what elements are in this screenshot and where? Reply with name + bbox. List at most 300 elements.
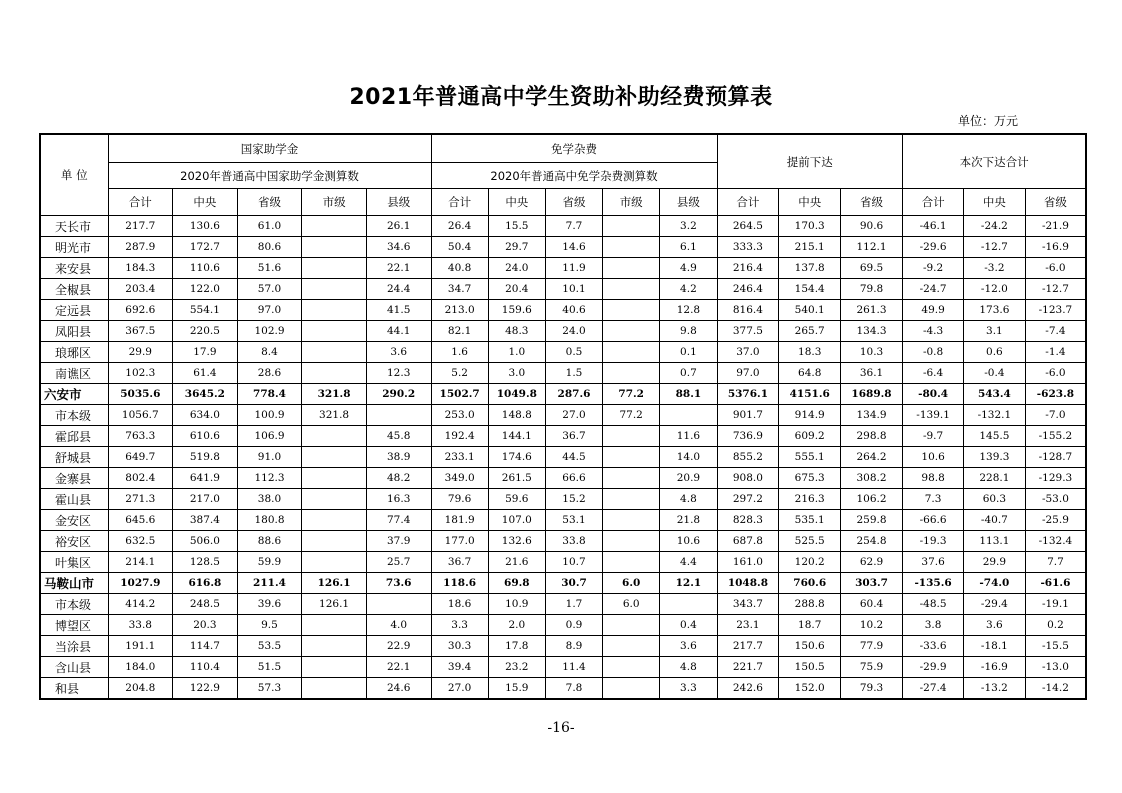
table-cell: 170.3 [779,216,841,237]
table-cell: 649.7 [108,447,173,468]
table-cell: 221.7 [717,657,779,678]
table-cell: 69.5 [841,258,903,279]
table-cell: -40.7 [964,510,1025,531]
table-cell: 107.0 [488,510,545,531]
table-cell: 79.3 [841,678,903,700]
table-cell: 191.1 [108,636,173,657]
table-cell [302,531,367,552]
table-cell: 102.3 [108,363,173,384]
table-cell: 118.6 [431,573,488,594]
table-cell: 106.9 [237,426,302,447]
column-header: 合计 [717,189,779,216]
table-cell [302,489,367,510]
table-cell: -12.7 [1025,279,1086,300]
table-cell: 216.4 [717,258,779,279]
table-cell [603,615,660,636]
table-cell: 828.3 [717,510,779,531]
table-cell: 4.0 [366,615,431,636]
table-cell: 40.6 [545,300,602,321]
table-cell: -155.2 [1025,426,1086,447]
table-cell: 4.9 [660,258,717,279]
table-cell: 152.0 [779,678,841,700]
table-cell: 10.3 [841,342,903,363]
table-cell [603,279,660,300]
table-cell: 9.8 [660,321,717,342]
table-cell: 134.9 [841,405,903,426]
table-row [40,615,1086,636]
table-cell: 641.9 [173,468,238,489]
table-cell: 5376.1 [717,384,779,405]
region-name: 明光市 [40,237,108,258]
header-fee-exemption: 免学杂费 [431,134,717,163]
column-header: 合计 [108,189,173,216]
table-cell: 367.5 [108,321,173,342]
table-cell: -33.6 [902,636,963,657]
table-cell: 110.4 [173,657,238,678]
table-cell [302,447,367,468]
table-cell: -139.1 [902,405,963,426]
unit-label: 单位：万元 [958,114,1019,128]
header-unit: 单 位 [40,134,108,216]
table-cell: 59.6 [488,489,545,510]
table-cell: 2.0 [488,615,545,636]
table-cell: 213.0 [431,300,488,321]
table-cell: -3.2 [964,258,1025,279]
table-cell: 3.6 [366,342,431,363]
table-cell: 0.2 [1025,615,1086,636]
table-cell: 687.8 [717,531,779,552]
table-cell: -9.7 [902,426,963,447]
table-cell: 901.7 [717,405,779,426]
table-cell [302,342,367,363]
table-cell: 217.7 [717,636,779,657]
table-cell [603,678,660,700]
table-cell: 254.8 [841,531,903,552]
table-cell: 57.0 [237,279,302,300]
table-cell [366,405,431,426]
table-cell: 287.9 [108,237,173,258]
table-cell: 113.1 [964,531,1025,552]
column-header: 中央 [173,189,238,216]
region-name: 六安市 [40,384,108,405]
table-cell: 44.1 [366,321,431,342]
column-header: 市级 [603,189,660,216]
table-cell: 150.6 [779,636,841,657]
table-cell: 28.6 [237,363,302,384]
table-cell: 180.8 [237,510,302,531]
table-cell: 259.8 [841,510,903,531]
column-header: 合计 [431,189,488,216]
table-cell: 616.8 [173,573,238,594]
table-cell: 61.4 [173,363,238,384]
table-cell: 27.0 [431,678,488,700]
table-cell: 290.2 [366,384,431,405]
table-cell [302,678,367,700]
table-cell: 36.1 [841,363,903,384]
table-cell: -15.5 [1025,636,1086,657]
region-name: 全椒县 [40,279,108,300]
table-cell: 79.6 [431,489,488,510]
table-row [40,657,1086,678]
table-cell: -21.9 [1025,216,1086,237]
table-cell: 120.2 [779,552,841,573]
table-cell: -623.8 [1025,384,1086,405]
table-cell: 73.6 [366,573,431,594]
table-cell [603,657,660,678]
table-cell: 22.1 [366,258,431,279]
table-cell: 1049.8 [488,384,545,405]
table-cell: 5.2 [431,363,488,384]
column-header: 省级 [1025,189,1086,216]
table-cell: 216.3 [779,489,841,510]
table-cell [302,363,367,384]
table-cell: 60.4 [841,594,903,615]
table-cell [603,489,660,510]
table-row [40,552,1086,573]
table-cell: 303.7 [841,573,903,594]
table-cell: 144.1 [488,426,545,447]
table-cell: 3.6 [964,615,1025,636]
table-cell: -4.3 [902,321,963,342]
table-cell: 506.0 [173,531,238,552]
region-name: 博望区 [40,615,108,636]
table-cell [302,321,367,342]
table-cell: 128.5 [173,552,238,573]
table-cell: 3.8 [902,615,963,636]
table-cell: 4.8 [660,489,717,510]
table-cell [302,300,367,321]
table-cell: -14.2 [1025,678,1086,700]
table-cell: -0.8 [902,342,963,363]
table-cell: 110.6 [173,258,238,279]
table-cell: -18.1 [964,636,1025,657]
table-cell: 139.3 [964,447,1025,468]
table-cell: 59.9 [237,552,302,573]
table-cell: -129.3 [1025,468,1086,489]
table-cell: -9.2 [902,258,963,279]
table-cell [366,594,431,615]
table-row [40,321,1086,342]
table-cell: 29.9 [108,342,173,363]
table-cell: 22.9 [366,636,431,657]
table-cell: -0.4 [964,363,1025,384]
table-cell: 297.2 [717,489,779,510]
table-cell: -123.7 [1025,300,1086,321]
table-cell [302,615,367,636]
table-cell: -7.4 [1025,321,1086,342]
table-cell [603,342,660,363]
table-cell: 333.3 [717,237,779,258]
table-cell: 555.1 [779,447,841,468]
table-cell: 1502.7 [431,384,488,405]
table-cell: 24.0 [545,321,602,342]
table-cell: 3.6 [660,636,717,657]
table-cell: 177.0 [431,531,488,552]
table-cell: 79.8 [841,279,903,300]
table-cell: -128.7 [1025,447,1086,468]
table-row [40,594,1086,615]
table-cell: 204.8 [108,678,173,700]
table-cell: 261.5 [488,468,545,489]
table-row [40,426,1086,447]
table-cell: -6.0 [1025,258,1086,279]
table-cell: 122.9 [173,678,238,700]
table-cell: 217.0 [173,489,238,510]
table-cell: -24.2 [964,216,1025,237]
table-cell: 778.4 [237,384,302,405]
table-cell: 25.7 [366,552,431,573]
table-cell: 7.8 [545,678,602,700]
table-cell: 535.1 [779,510,841,531]
table-row [40,258,1086,279]
table-cell: 6.0 [603,573,660,594]
table-cell: 91.0 [237,447,302,468]
table-cell: 39.4 [431,657,488,678]
table-cell: 17.9 [173,342,238,363]
table-cell [302,258,367,279]
table-cell: 33.8 [545,531,602,552]
table-cell: 220.5 [173,321,238,342]
table-cell: 148.8 [488,405,545,426]
table-cell: 11.9 [545,258,602,279]
table-cell: 271.3 [108,489,173,510]
table-cell: -16.9 [1025,237,1086,258]
table-cell: 82.1 [431,321,488,342]
table-cell: 12.1 [660,573,717,594]
region-name: 金安区 [40,510,108,531]
table-cell: 174.6 [488,447,545,468]
table-cell: 33.8 [108,615,173,636]
table-cell: 1.5 [545,363,602,384]
region-name: 定远县 [40,300,108,321]
table-cell: 20.3 [173,615,238,636]
table-cell: -27.4 [902,678,963,700]
column-header: 中央 [488,189,545,216]
table-cell: 37.0 [717,342,779,363]
table-cell: 540.1 [779,300,841,321]
table-cell: -13.2 [964,678,1025,700]
table-cell: 64.8 [779,363,841,384]
table-cell [302,468,367,489]
column-header: 省级 [841,189,903,216]
table-cell [302,237,367,258]
table-row [40,237,1086,258]
table-cell: 7.7 [545,216,602,237]
table-cell: -1.4 [1025,342,1086,363]
table-cell: 0.5 [545,342,602,363]
table-cell: 77.9 [841,636,903,657]
table-cell: 1056.7 [108,405,173,426]
column-header: 中央 [779,189,841,216]
table-cell: 4.8 [660,657,717,678]
table-cell: 38.0 [237,489,302,510]
table-cell: -135.6 [902,573,963,594]
table-row [40,678,1086,700]
table-cell: 3.2 [660,216,717,237]
table-cell: 16.3 [366,489,431,510]
table-cell [660,594,717,615]
table-cell: 265.7 [779,321,841,342]
table-cell: 0.7 [660,363,717,384]
region-name: 当涂县 [40,636,108,657]
table-cell: 51.5 [237,657,302,678]
table-cell: 112.1 [841,237,903,258]
table-cell: 137.8 [779,258,841,279]
table-cell [603,426,660,447]
table-cell: 287.6 [545,384,602,405]
table-cell: 22.1 [366,657,431,678]
table-cell: 1048.8 [717,573,779,594]
table-cell: 112.3 [237,468,302,489]
table-cell: -61.6 [1025,573,1086,594]
region-name: 和县 [40,678,108,700]
region-name: 叶集区 [40,552,108,573]
table-row [40,468,1086,489]
table-cell: -16.9 [964,657,1025,678]
table-cell: 1027.9 [108,573,173,594]
table-cell: 37.9 [366,531,431,552]
table-cell: 3.3 [660,678,717,700]
table-cell: 29.9 [964,552,1025,573]
region-name: 金寨县 [40,468,108,489]
table-cell: -24.7 [902,279,963,300]
table-cell: 10.6 [660,531,717,552]
table-cell [302,426,367,447]
table-cell: 4.2 [660,279,717,300]
table-cell: 172.7 [173,237,238,258]
table-cell: 11.4 [545,657,602,678]
table-cell: 1.7 [545,594,602,615]
table-cell: -66.6 [902,510,963,531]
table-cell: 525.5 [779,531,841,552]
table-cell: 3.0 [488,363,545,384]
table-cell: 159.6 [488,300,545,321]
table-cell: 12.8 [660,300,717,321]
table-cell: 30.7 [545,573,602,594]
table-cell: 0.9 [545,615,602,636]
table-cell: 215.1 [779,237,841,258]
table-cell [603,510,660,531]
table-cell: 80.6 [237,237,302,258]
table-row [40,636,1086,657]
table-cell: 203.4 [108,279,173,300]
table-cell: -29.9 [902,657,963,678]
table-cell: -132.1 [964,405,1025,426]
table-cell: -80.4 [902,384,963,405]
table-cell: 77.2 [603,405,660,426]
table-row [40,531,1086,552]
table-cell [302,216,367,237]
table-cell: 217.7 [108,216,173,237]
table-cell: 908.0 [717,468,779,489]
region-name: 市本级 [40,405,108,426]
table-cell: -29.6 [902,237,963,258]
header-advance: 提前下达 [717,134,902,189]
table-row [40,300,1086,321]
region-name: 来安县 [40,258,108,279]
table-cell: 15.2 [545,489,602,510]
table-cell [603,447,660,468]
table-cell [603,552,660,573]
table-cell: 246.4 [717,279,779,300]
table-cell [603,258,660,279]
table-cell: 154.4 [779,279,841,300]
table-cell: 53.5 [237,636,302,657]
table-cell: 61.0 [237,216,302,237]
table-cell: 48.3 [488,321,545,342]
table-cell: 20.4 [488,279,545,300]
table-cell: 8.4 [237,342,302,363]
table-cell: 609.2 [779,426,841,447]
table-row [40,363,1086,384]
table-cell: 24.4 [366,279,431,300]
table-cell: 23.2 [488,657,545,678]
region-name: 市本级 [40,594,108,615]
table-cell [302,510,367,531]
table-cell: 62.9 [841,552,903,573]
table-cell: 122.0 [173,279,238,300]
table-cell: 5035.6 [108,384,173,405]
table-cell: -13.0 [1025,657,1086,678]
header-current-total: 本次下达合计 [902,134,1086,189]
table-cell: 377.5 [717,321,779,342]
table-cell: 4151.6 [779,384,841,405]
column-header: 省级 [237,189,302,216]
table-cell: -19.1 [1025,594,1086,615]
table-cell: 554.1 [173,300,238,321]
table-cell [603,300,660,321]
table-cell: 102.9 [237,321,302,342]
table-cell: 802.4 [108,468,173,489]
table-cell: 27.0 [545,405,602,426]
region-name: 南谯区 [40,363,108,384]
table-cell: 100.9 [237,405,302,426]
table-cell: 816.4 [717,300,779,321]
table-cell: 736.9 [717,426,779,447]
table-cell: -48.5 [902,594,963,615]
table-cell: 60.3 [964,489,1025,510]
table-cell: 39.6 [237,594,302,615]
region-name: 琅琊区 [40,342,108,363]
table-cell: 308.2 [841,468,903,489]
header-national-grant: 国家助学金 [108,134,431,163]
region-name: 霍山县 [40,489,108,510]
table-cell: 150.5 [779,657,841,678]
table-cell: 69.8 [488,573,545,594]
region-name: 裕安区 [40,531,108,552]
table-cell: 20.9 [660,468,717,489]
table-cell: 21.8 [660,510,717,531]
table-cell: 763.3 [108,426,173,447]
table-cell: 114.7 [173,636,238,657]
region-name: 舒城县 [40,447,108,468]
table-cell [603,321,660,342]
table-cell: 17.8 [488,636,545,657]
city-row [40,573,1086,594]
table-cell: 14.6 [545,237,602,258]
table-cell: 57.3 [237,678,302,700]
column-header: 合计 [902,189,963,216]
table-cell: 26.4 [431,216,488,237]
table-cell: 50.4 [431,237,488,258]
table-cell: 34.7 [431,279,488,300]
table-cell [660,405,717,426]
table-cell: 253.0 [431,405,488,426]
table-cell: 10.7 [545,552,602,573]
table-cell: 248.5 [173,594,238,615]
table-cell: 3.3 [431,615,488,636]
table-cell: -12.7 [964,237,1025,258]
